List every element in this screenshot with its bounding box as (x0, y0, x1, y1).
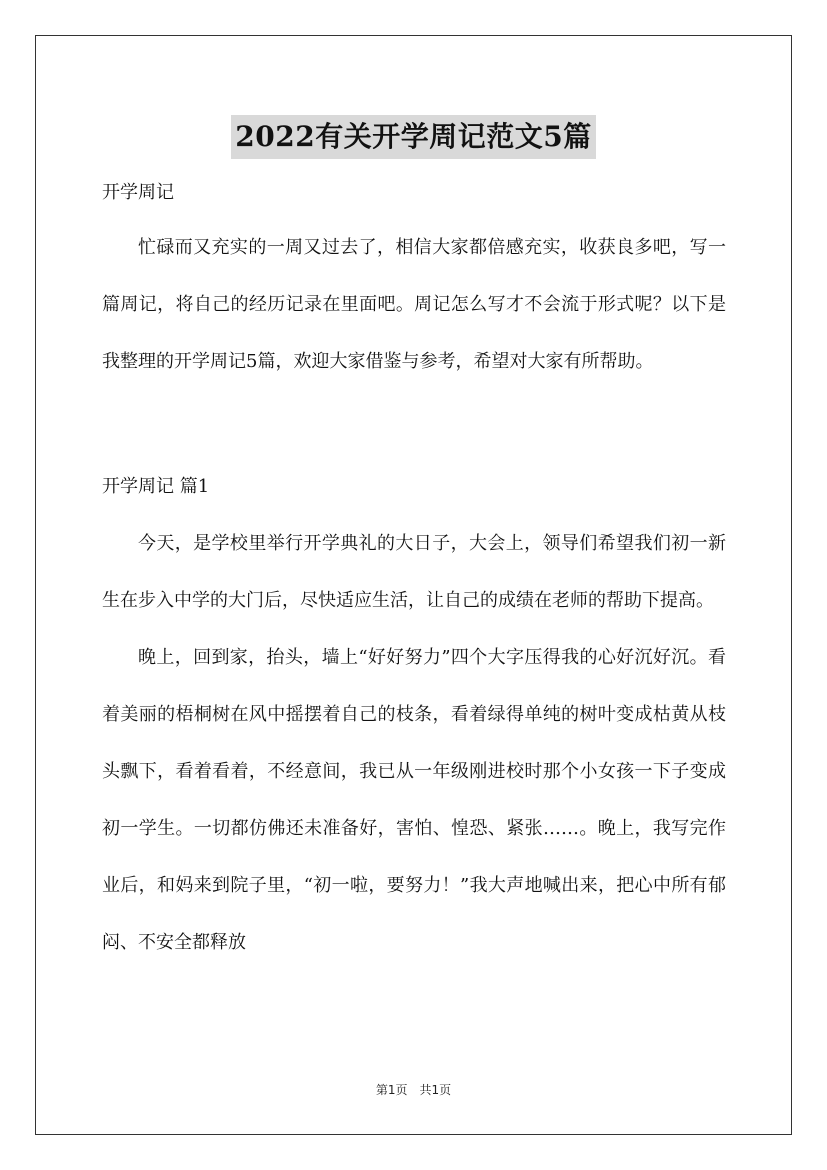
section-1-paragraph-1: 今天，是学校里举行开学典礼的大日子，大会上，领导们希望我们初一新生在步入中学的大门后，尽快适应生活，让自己的成绩在老师的帮助下提高。 (102, 533, 726, 611)
document-body (102, 170, 726, 971)
page-footer (0, 1081, 827, 1098)
section-1-heading: 开学周记 篇1 (102, 476, 210, 497)
section-1-paragraph-2: 晚上，回到家，抬头，墙上“好好努力”四个大字压得我的心好沉好沉。看着美丽的梧桐树在风中摇摆着自己的枝条，看着绿得单纯的树叶变成枯黄从枝头飘下，看着看着，不经意间，我已从一年级刚进校时那个小女孩一下子变成初一学生。一切都仿佛还未准备好，害怕、惶恐、紧张……。晚上，我写完作业后，和妈来到院子里，“初一啦，要努力！”我大声地喊出来，把心中所有郁闷、不安全都释放 (102, 647, 726, 953)
intro-heading: 开学周记 (102, 182, 174, 203)
page-number: 第1页 (375, 1083, 408, 1097)
page-total: 共1页 (419, 1083, 452, 1097)
document-title: 2022有关开学周记范文5篇 (231, 115, 595, 159)
intro-paragraph: 忙碌而又充实的一周又过去了，相信大家都倍感充实，收获良多吧，写一篇周记，将自己的经历记录在里面吧。周记怎么写才不会流于形式呢？以下是我整理的开学周记5篇，欢迎大家借鉴与参考，希望对大家有所帮助。 (102, 237, 726, 372)
title-container (0, 96, 827, 178)
